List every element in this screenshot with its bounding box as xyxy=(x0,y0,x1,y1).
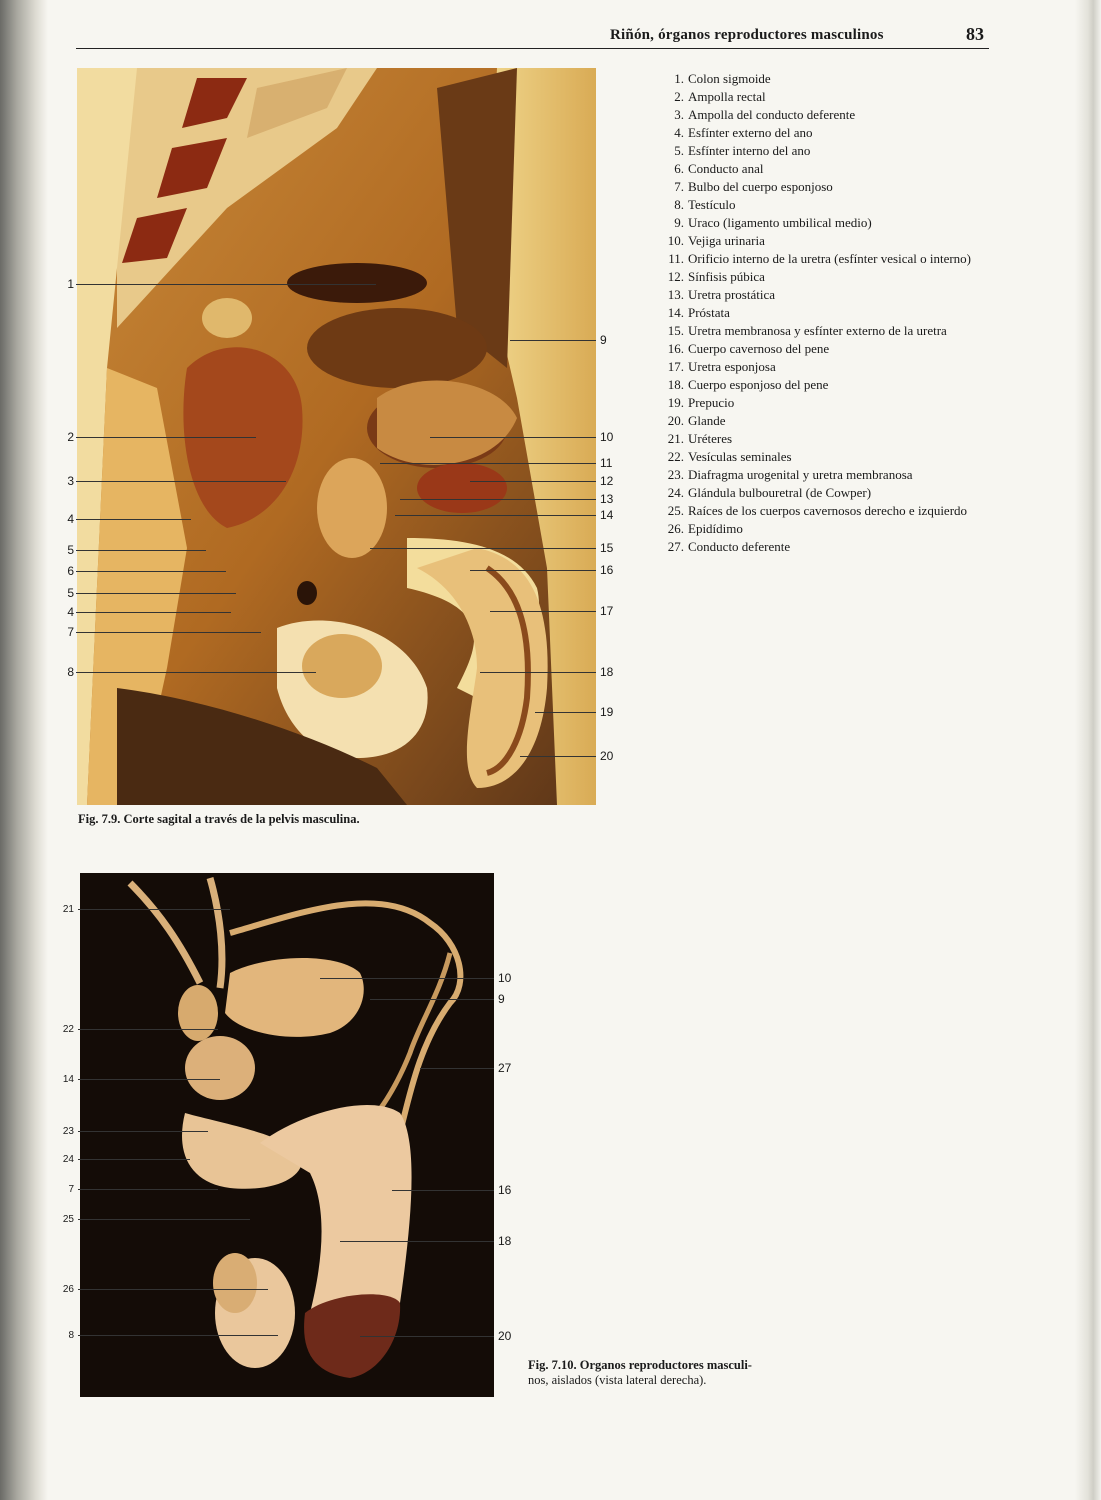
legend-item: 27. Conducto deferente xyxy=(667,539,791,554)
fig1-label-left: 1 xyxy=(67,277,74,291)
fig1-label-left: 7 xyxy=(67,625,74,639)
fig1-leader-line xyxy=(400,499,596,500)
caption-label: Fig. 7.10. xyxy=(528,1358,577,1372)
fig1-leader-line xyxy=(76,481,286,482)
legend-item: 22. Vesículas seminales xyxy=(667,449,792,464)
legend-item: 10. Vejiga urinaria xyxy=(667,233,765,248)
fig1-label-right: 14 xyxy=(600,508,614,522)
fig2-label-left: 22 xyxy=(62,1024,74,1035)
fig1-label-right: 10 xyxy=(600,430,614,444)
fig2-leader-line xyxy=(392,1190,494,1191)
fig2-label-left: 24 xyxy=(62,1154,74,1165)
fig1-leader-line xyxy=(76,632,261,633)
fig2-leader-line xyxy=(78,1289,268,1290)
fig1-leader-line xyxy=(76,550,206,551)
fig1-label-right: 11 xyxy=(600,456,613,470)
fig1-label-left: 5 xyxy=(67,586,74,600)
fig1-leader-line xyxy=(76,519,191,520)
legend-item: 13. Uretra prostática xyxy=(667,287,775,302)
fig2-leader-line xyxy=(78,1079,220,1080)
legend-item: 23. Diafragma urogenital y uretra membranosa xyxy=(667,467,913,482)
page-number: 83 xyxy=(966,24,984,44)
caption-text-continued: nos, aislados (vista lateral derecha). xyxy=(528,1373,707,1387)
fig1-label-right: 16 xyxy=(600,563,614,577)
fig1-label-right: 20 xyxy=(600,749,614,763)
fig1-leader-line xyxy=(76,672,316,673)
fig2-leader-line xyxy=(360,1336,494,1337)
legend-item: 4. Esfínter externo del ano xyxy=(674,125,813,140)
fig2-label-left: 25 xyxy=(62,1214,74,1225)
fig1-leader-line xyxy=(76,284,376,285)
fig2-label-right: 18 xyxy=(498,1234,512,1248)
fig1-label-right: 17 xyxy=(600,604,614,618)
fig2-label-right: 20 xyxy=(498,1329,512,1343)
legend-item: 18. Cuerpo esponjoso del pene xyxy=(667,377,829,392)
header-rule xyxy=(76,48,989,49)
legend-item: 5. Esfínter interno del ano xyxy=(674,143,811,158)
fig1-leader-line xyxy=(470,481,596,482)
fig2-label-left: 7 xyxy=(68,1184,74,1195)
legend-item: 11. Orificio interno de la uretra (esfínter vesical o interno) xyxy=(668,251,971,266)
figure-7-9-caption xyxy=(78,812,360,827)
legend-item: 19. Prepucio xyxy=(667,395,735,410)
fig1-leader-line xyxy=(510,340,596,341)
legend-item: 15. Uretra membranosa y esfínter externo de la uretra xyxy=(667,323,947,338)
legend-item: 25. Raíces de los cuerpos cavernosos derecho e izquierdo xyxy=(667,503,968,518)
fig1-leader-line xyxy=(430,437,596,438)
page-edge xyxy=(1075,0,1101,1500)
fig1-label-left: 4 xyxy=(67,605,74,619)
fig2-leader-line xyxy=(78,1335,278,1336)
fig2-label-left: 26 xyxy=(62,1284,74,1295)
fig2-leader-line xyxy=(370,999,494,1000)
legend-item: 26. Epidídimo xyxy=(667,521,743,536)
fig2-leader-line xyxy=(78,1219,250,1220)
anatomy-legend xyxy=(660,70,990,556)
fig2-label-right: 27 xyxy=(498,1061,512,1075)
fig1-leader-line xyxy=(480,672,596,673)
figure-7-10-caption xyxy=(528,1358,752,1388)
fig2-leader-line xyxy=(420,1068,494,1069)
fig2-label-left: 8 xyxy=(68,1330,74,1341)
fig2-leader-line xyxy=(78,1029,218,1030)
legend-item: 6. Conducto anal xyxy=(674,161,764,176)
caption-text: Corte sagital a través de la pelvis masculina. xyxy=(123,812,360,826)
fig2-leader-line xyxy=(78,1159,190,1160)
book-gutter-shadow xyxy=(0,0,48,1500)
fig1-label-left: 3 xyxy=(67,474,74,488)
legend-item: 20. Glande xyxy=(667,413,726,428)
fig2-label-right: 10 xyxy=(498,971,512,985)
caption-label: Fig. 7.9. xyxy=(78,812,121,826)
running-head: Riñón, órganos reproductores masculinos xyxy=(610,27,884,43)
fig2-label-left: 21 xyxy=(62,904,74,915)
legend-item: 14. Próstata xyxy=(667,305,730,320)
fig1-leader-line xyxy=(76,593,236,594)
legend-item: 17. Uretra esponjosa xyxy=(667,359,776,374)
fig1-label-right: 19 xyxy=(600,705,614,719)
legend-item: 16. Cuerpo cavernoso del pene xyxy=(667,341,830,356)
fig2-label-right: 9 xyxy=(498,992,505,1006)
fig1-leader-line xyxy=(76,612,231,613)
legend-item: 3. Ampolla del conducto deferente xyxy=(674,107,856,122)
figure-7-10-photo xyxy=(80,873,494,1397)
fig2-leader-line xyxy=(78,1131,208,1132)
fig2-leader-line xyxy=(78,1189,218,1190)
legend-item: 24. Glándula bulbouretral (de Cowper) xyxy=(667,485,872,500)
legend-item: 8. Testículo xyxy=(674,197,736,212)
fig1-leader-line xyxy=(380,463,596,464)
fig2-leader-line xyxy=(340,1241,494,1242)
fig1-label-right: 12 xyxy=(600,474,614,488)
fig2-label-right: 16 xyxy=(498,1183,512,1197)
fig2-label-left: 14 xyxy=(62,1074,74,1085)
fig1-label-left: 2 xyxy=(67,430,74,444)
fig1-label-left: 8 xyxy=(67,665,74,679)
fig2-leader-line xyxy=(78,909,230,910)
legend-item: 21. Uréteres xyxy=(667,431,733,446)
fig1-leader-line xyxy=(370,548,596,549)
fig1-leader-line xyxy=(490,611,596,612)
legend-item: 2. Ampolla rectal xyxy=(674,89,766,104)
fig2-label-left: 23 xyxy=(62,1126,74,1137)
legend-item: 9. Uraco (ligamento umbilical medio) xyxy=(674,215,872,230)
fig1-leader-line xyxy=(76,437,256,438)
fig1-label-right: 15 xyxy=(600,541,614,555)
fig1-leader-line xyxy=(535,712,596,713)
legend-item: 12. Sínfisis púbica xyxy=(667,269,765,284)
fig1-label-right: 13 xyxy=(600,492,614,506)
legend-item: 1. Colon sigmoide xyxy=(674,71,771,86)
fig1-label-left: 4 xyxy=(67,512,74,526)
fig1-leader-line xyxy=(520,756,596,757)
fig1-leader-line xyxy=(470,570,596,571)
fig1-label-left: 6 xyxy=(67,564,74,578)
fig1-label-right: 18 xyxy=(600,665,614,679)
fig1-label-left: 5 xyxy=(67,543,74,557)
fig1-label-right: 9 xyxy=(600,333,607,347)
fig1-leader-line xyxy=(395,515,596,516)
legend-item: 7. Bulbo del cuerpo esponjoso xyxy=(674,179,833,194)
isolated-organs-illustration xyxy=(80,873,494,1397)
fig1-leader-line xyxy=(76,571,226,572)
caption-text: Organos reproductores masculi- xyxy=(579,1358,752,1372)
fig2-leader-line xyxy=(320,978,494,979)
